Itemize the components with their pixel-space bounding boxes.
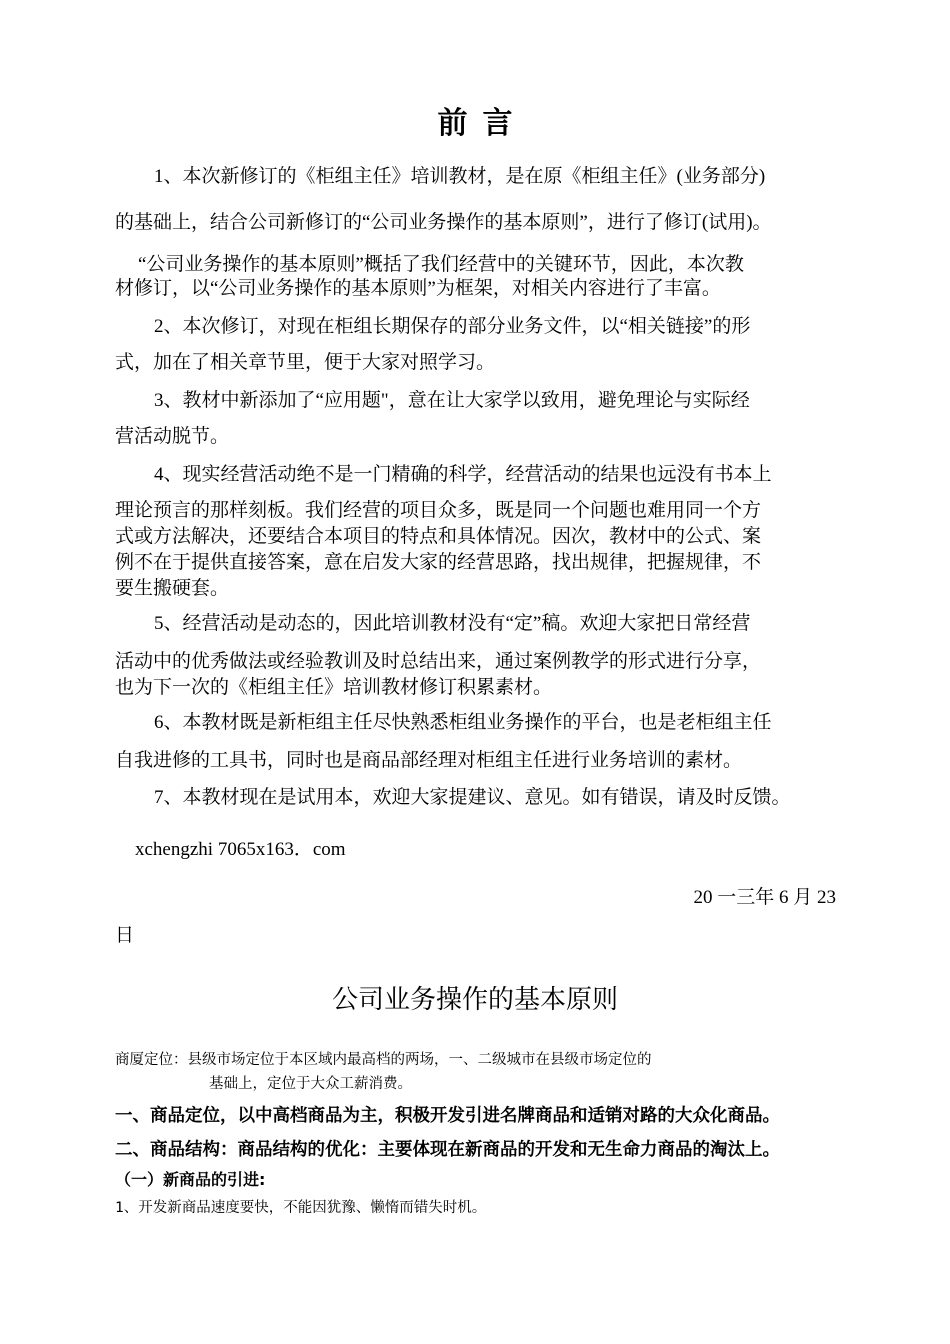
preface-line-10: 理论预言的那样刻板。我们经营的项目众多，既是同一个问题也难用同一个方 <box>115 500 762 521</box>
preface-line-14: 5、经营活动是动态的，因此培训教材没有“定”稿。欢迎大家把日常经营 <box>154 613 751 634</box>
preface-line-15: 活动中的优秀做法或经验教训及时总结出来，通过案例教学的形式进行分享， <box>115 651 762 672</box>
point-1: 1、开发新商品速度要快，不能因犹豫、懒惰而错失时机。 <box>115 1200 487 1216</box>
preface-line-1: 1、本次新修订的《柜组主任》培训教材，是在原《柜组主任》(业务部分) <box>154 166 766 187</box>
preface-date-continued: 日 <box>115 925 135 946</box>
preface-line-16: 也为下一次的《柜组主任》培训教材修订积累素材。 <box>115 677 553 698</box>
positioning-line-1: 商厦定位：县级市场定位于本区域内最高档的两场，一、二级城市在县级市场定位的 <box>115 1052 652 1068</box>
preface-line-4: 材修订，以“公司业务操作的基本原则”为框架，对相关内容进行了丰富。 <box>115 278 721 299</box>
preface-line-6: 式，加在了相关章节里，便于大家对照学习。 <box>115 352 496 373</box>
preface-line-13: 要生搬硬套。 <box>115 578 230 599</box>
preface-line-17: 6、本教材既是新柜组主任尽快熟悉柜组业务操作的平台，也是老柜组主任 <box>154 712 772 733</box>
preface-title: 前 言 <box>437 107 513 140</box>
contact-email: xchengzhi 7065x163．com <box>135 839 346 860</box>
principles-title: 公司业务操作的基本原则 <box>331 985 618 1015</box>
preface-date: 20 一三年 6 月 23 <box>693 887 836 908</box>
preface-line-2: 的基础上，结合公司新修订的“公司业务操作的基本原则”，进行了修订(试用)。 <box>115 212 772 233</box>
preface-line-19: 7、本教材现在是试用本，欢迎大家提建议、意见。如有错误，请及时反馈。 <box>154 787 791 808</box>
principle-item-1: 一、商品定位，以中高档商品为主，积极开发引进名牌商品和适销对路的大众化商品。 <box>115 1106 780 1126</box>
preface-line-12: 例不在于提供直接答案，意在启发大家的经营思路，找出规律，把握规律，不 <box>115 552 762 573</box>
preface-line-7: 3、教材中新添加了“应用题"，意在让大家学以致用，避免理论与实际经 <box>154 390 750 411</box>
preface-line-11: 式或方法解决，还要结合本项目的特点和具体情况。因次，教材中的公式、案 <box>115 526 762 547</box>
preface-line-9: 4、现实经营活动绝不是一门精确的科学，经营活动的结果也远没有书本上 <box>154 464 772 485</box>
preface-line-8: 营活动脱节。 <box>115 426 230 447</box>
subheading-new-products: （一）新商品的引进: <box>115 1170 266 1189</box>
preface-line-3: “公司业务操作的基本原则”概括了我们经营中的关键环节，因此，本次教 <box>138 254 744 275</box>
preface-line-18: 自我进修的工具书，同时也是商品部经理对柜组主任进行业务培训的素材。 <box>115 750 743 771</box>
preface-line-5: 2、本次修订，对现在柜组长期保存的部分业务文件，以“相关链接”的形 <box>154 316 751 337</box>
principle-item-2: 二、商品结构：商品结构的优化：主要体现在新商品的开发和无生命力商品的淘汰上。 <box>115 1140 780 1160</box>
positioning-line-2: 基础上，定位于大众工薪消费。 <box>209 1076 412 1092</box>
